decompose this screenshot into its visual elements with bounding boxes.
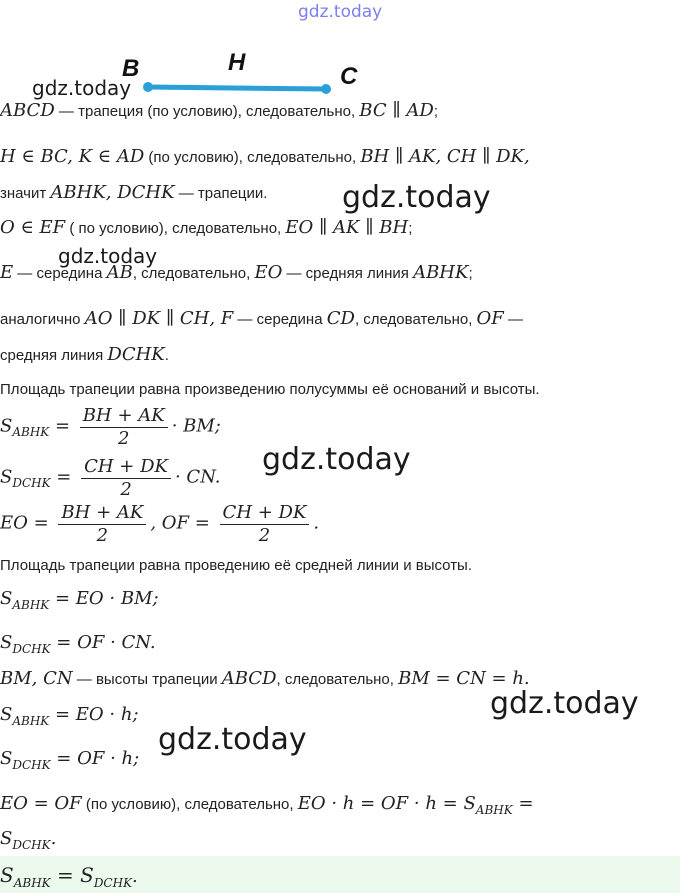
segment-figure xyxy=(110,40,370,100)
final-answer: $S_{ABHK} = S_{DCHK}$. xyxy=(0,863,138,890)
watermark: gdz.today xyxy=(32,76,132,100)
point-label-h: H xyxy=(228,49,246,76)
area-midline-abhk: $S_{ABHK}$ = EO · BM; xyxy=(0,588,159,612)
watermark: gdz.today xyxy=(262,442,411,477)
point-label-b: B xyxy=(122,55,140,82)
conclusion-line-2: $S_{DCHK}$. xyxy=(0,828,57,852)
proof-line-5: E — середина AB, следовательно, EO — средняя линия ABHK; xyxy=(0,262,473,283)
midline-formulas: EO = $\frac{BH + AK}{2}$ , OF = $\frac{CH + DK}{2}$ . xyxy=(0,502,320,546)
heights-line: BM, CN — высоты трапеции ABCD, следовательно, BM = CN = h. xyxy=(0,668,530,689)
area-midline-dchk: $S_{DCHK}$ = OF · CN. xyxy=(0,632,156,656)
area-formula-dchk: $S_{DCHK}$ = $\frac{CH + DK}{2}$ · CN. xyxy=(0,456,221,500)
proof-line-3: значит ABHK, DCHK — трапеции. xyxy=(0,182,268,203)
area-h-dchk: $S_{DCHK}$ = OF · h; xyxy=(0,748,140,772)
proof-line-6: аналогично AO ∥ DK ∥ CH, F — середина CD, следовательно, OF — xyxy=(0,308,523,329)
area-h-abhk: $S_{ABHK}$ = EO · h; xyxy=(0,704,139,728)
proof-line-7: средняя линия DCHK. xyxy=(0,344,169,365)
watermark: gdz.today xyxy=(298,2,383,22)
watermark: gdz.today xyxy=(342,180,491,215)
watermark: gdz.today xyxy=(158,722,307,757)
watermark: gdz.today xyxy=(490,686,639,721)
theorem-line-1: Площадь трапеции равна произведению полусуммы её оснований и высоты. xyxy=(0,381,540,398)
proof-line-2: H ∈ BC, K ∈ AD (по условию), следовательно, BH ∥ AK, CH ∥ DK, xyxy=(0,146,530,167)
watermark: gdz.today xyxy=(58,244,158,268)
proof-line-4: O ∈ EF ( по условию), следовательно, EO ∥ AK ∥ BH; xyxy=(0,217,413,238)
proof-line-1: ABCD — трапеция (по условию), следовательно, BC ∥ AD; xyxy=(0,100,438,121)
area-formula-abhk: $S_{ABHK}$ = $\frac{BH + AK}{2}$ · BM; xyxy=(0,405,221,449)
conclusion-line-1: EO = OF (по условию), следовательно, EO · h = OF · $h = S_{ABHK}$ = xyxy=(0,793,534,817)
point-label-c: C xyxy=(340,63,358,90)
theorem-line-2: Площадь трапеции равна проведению её средней линии и высоты. xyxy=(0,557,473,574)
